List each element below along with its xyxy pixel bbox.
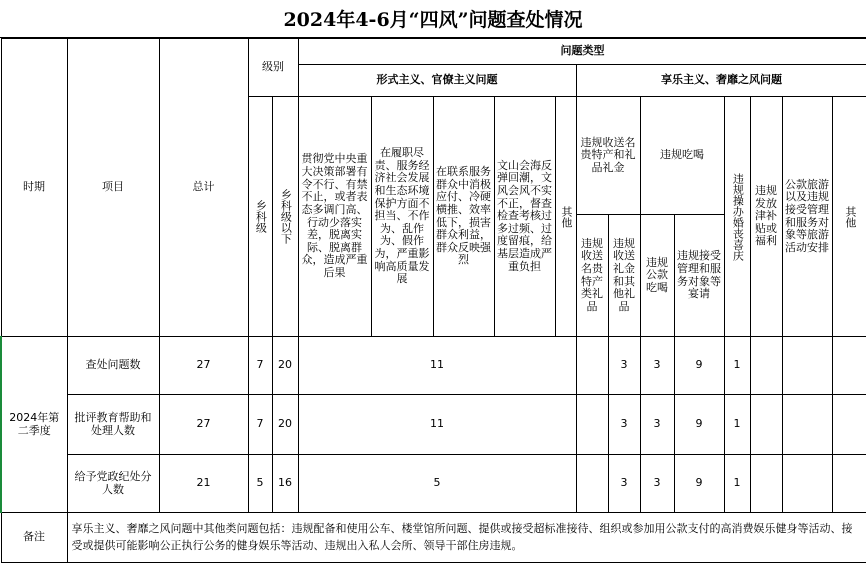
level-header: 级别: [248, 39, 298, 97]
eat-a-cell: 3: [640, 395, 674, 455]
travel-header: 公款旅游以及违规接受管理和服务对象等旅游活动安排: [782, 97, 832, 337]
eat-a-cell: 3: [640, 337, 674, 395]
township-cell: 7: [248, 337, 272, 395]
total-cell: 21: [159, 455, 248, 513]
below-cell: 20: [272, 395, 298, 455]
total-cell: 27: [159, 395, 248, 455]
eat-header: 违规吃喝: [640, 97, 724, 215]
formalism-col-3-header: 在联系服务群众中消极应付、冷硬横推、效率低下，损害群众利益，群众反映强烈: [433, 97, 494, 337]
four-winds-table: [0, 38, 866, 563]
formalism-col-2-header: 在履职尽责、服务经济社会发展和生态环境保护方面不担当、不作为、乱作为、假作为，严重影响高质量发展: [371, 97, 433, 337]
period-header: 时期: [1, 39, 67, 337]
wedding-cell: 1: [724, 395, 750, 455]
table-row: [1, 337, 866, 395]
formalism-cell: 11: [298, 395, 576, 455]
notes-row: [1, 513, 866, 563]
gift-b-header: 违规收送礼金和其他礼品: [608, 215, 640, 337]
item-cell: 查处问题数: [67, 337, 159, 395]
gift-a-cell: [576, 337, 608, 395]
item-header: 项目: [67, 39, 159, 337]
formalism-col-4-header: 文山会海反弹回潮，文风会风不实不正，督查检查考核过多过频、过度留痕，给基层造成严重负担: [494, 97, 555, 337]
subsidy-cell: [750, 395, 782, 455]
hedonism-other-cell: [832, 337, 866, 395]
hedonism-other-cell: [832, 455, 866, 513]
wedding-cell: 1: [724, 337, 750, 395]
report-title: 2024年4-6月“四风”问题查处情况: [0, 0, 866, 38]
notes-text: 享乐主义、奢靡之风问题中其他类问题包括：违规配备和使用公车、楼堂馆所问题、提供或接受超标准接待、组织或参加用公款支付的高消费娱乐健身等活动、接受或提供可能影响公正执行公务的健身娱乐等活动、违规出入私人会所、领导干部住房违规。: [67, 513, 866, 563]
eat-a-header: 违规公款吃喝: [640, 215, 674, 337]
eat-a-cell: 3: [640, 455, 674, 513]
hedonism-header: 享乐主义、奢靡之风问题: [576, 65, 866, 97]
period-cell: 2024年第二季度: [1, 337, 67, 513]
travel-cell: [782, 337, 832, 395]
travel-cell: [782, 395, 832, 455]
township-cell: 7: [248, 395, 272, 455]
gift-a-header: 违规收送名贵特产类礼品: [576, 215, 608, 337]
gift-b-cell: 3: [608, 455, 640, 513]
formalism-cell: 11: [298, 337, 576, 395]
subsidy-header: 违规发放津补贴或福利: [750, 97, 782, 337]
wedding-cell: 1: [724, 455, 750, 513]
total-header: 总计: [159, 39, 248, 337]
subsidy-cell: [750, 337, 782, 395]
level-township-header: 乡科级: [248, 97, 272, 337]
gift-b-cell: 3: [608, 395, 640, 455]
eat-b-header: 违规接受管理和服务对象等宴请: [674, 215, 724, 337]
item-cell: 批评教育帮助和处理人数: [67, 395, 159, 455]
township-cell: 5: [248, 455, 272, 513]
gift-a-cell: [576, 395, 608, 455]
formalism-header: 形式主义、官僚主义问题: [298, 65, 576, 97]
total-cell: 27: [159, 337, 248, 395]
gift-header: 违规收送名贵特产和礼品礼金: [576, 97, 640, 215]
formalism-cell: 5: [298, 455, 576, 513]
table-row: [1, 395, 866, 455]
table-row: [1, 455, 866, 513]
travel-cell: [782, 455, 832, 513]
eat-b-cell: 9: [674, 395, 724, 455]
formalism-col-1-header: 贯彻党中央重大决策部署有令不行、有禁不止，或者表态多调门高、行动少落实差，脱离实际、脱离群众，造成严重后果: [298, 97, 371, 337]
below-cell: 20: [272, 337, 298, 395]
eat-b-cell: 9: [674, 455, 724, 513]
notes-label: 备注: [1, 513, 67, 563]
wedding-header: 违规操办婚丧喜庆: [724, 97, 750, 337]
formalism-other-header: 其他: [555, 97, 576, 337]
problem-type-header: 问题类型: [298, 39, 866, 65]
hedonism-other-header: 其他: [832, 97, 866, 337]
subsidy-cell: [750, 455, 782, 513]
below-cell: 16: [272, 455, 298, 513]
eat-b-cell: 9: [674, 337, 724, 395]
level-below-header: 乡科级以下: [272, 97, 298, 337]
gift-a-cell: [576, 455, 608, 513]
hedonism-other-cell: [832, 395, 866, 455]
item-cell: 给予党政纪处分人数: [67, 455, 159, 513]
gift-b-cell: 3: [608, 337, 640, 395]
